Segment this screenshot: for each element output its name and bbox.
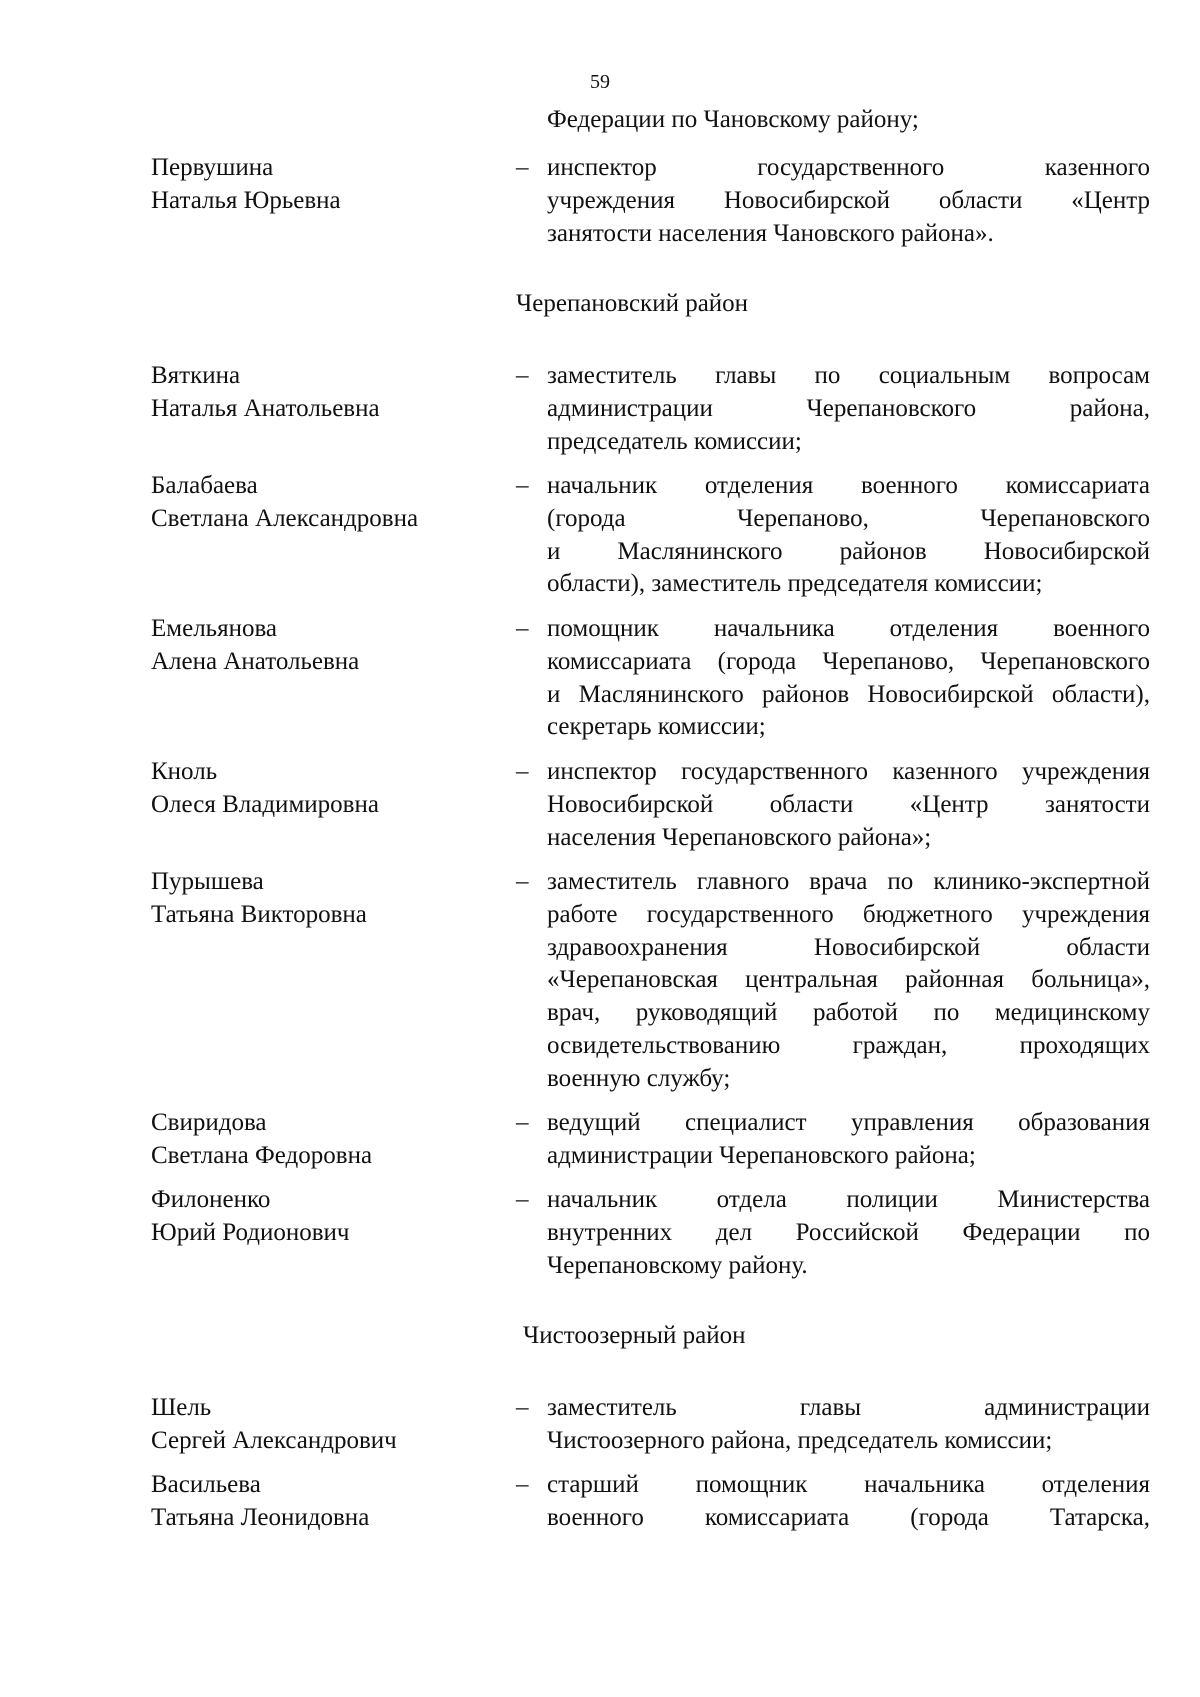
position-line: старший помощник начальника отделения: [547, 1471, 1150, 1498]
position-line: инспектор государственного казенного: [547, 154, 1150, 181]
member-dash: –: [516, 1186, 529, 1213]
member-position: [547, 1107, 1150, 1173]
member-position: [547, 1469, 1150, 1535]
position-line: «Черепановская центральная районная больница»,: [547, 966, 1150, 994]
position-line: военного комиссариата (города Татарска,: [547, 1503, 1150, 1531]
member-given-name: Юрий Родионович: [151, 1219, 350, 1246]
member-given-name: Татьяна Викторовна: [151, 901, 367, 928]
member-position: [547, 613, 1150, 744]
member-surname: Балабаева: [151, 472, 258, 499]
position-line: и Маслянинского районов Новосибирской области),: [547, 680, 1150, 708]
position-line: председатель комиссии;: [547, 427, 802, 455]
member-given-name: Наталья Анатольевна: [151, 395, 380, 422]
position-line: (города Черепаново, Черепановского: [547, 504, 1150, 532]
member-surname: Филоненко: [151, 1186, 271, 1213]
member-surname: Пурышева: [151, 868, 264, 895]
member-given-name: Сергей Александрович: [151, 1427, 397, 1454]
member-surname: Свиридова: [151, 1109, 267, 1136]
position-line: здравоохранения Новосибирской области: [547, 933, 1150, 961]
position-line: администрации Черепановского района;: [547, 1141, 976, 1169]
member-given-name: Светлана Федоровна: [151, 1142, 373, 1169]
member-surname: Шель: [151, 1394, 212, 1421]
position-line: начальник отдела полиции Министерства: [547, 1186, 1150, 1213]
position-line: помощник начальника отделения военного: [547, 615, 1150, 642]
position-line: Новосибирской области «Центр занятости: [547, 790, 1150, 818]
position-line: врач, руководящий работой по медицинскому: [547, 999, 1150, 1027]
position-line: начальник отделения военного комиссариата: [547, 472, 1150, 499]
member-position: [547, 756, 1150, 854]
position-line: комиссариата (города Черепаново, Черепановского: [547, 647, 1150, 675]
position-line: заместитель главы по социальным вопросам: [547, 362, 1150, 389]
continuation-text: Федерации по Чановскому району;: [547, 106, 919, 133]
position-line: освидетельствованию граждан, проходящих: [547, 1031, 1150, 1059]
member-given-name: Алена Анатольевна: [151, 648, 360, 675]
position-line: заместитель главного врача по клинико-экспертной: [547, 868, 1150, 895]
position-line: и Маслянинского районов Новосибирской: [547, 537, 1150, 565]
member-dash: –: [516, 362, 529, 389]
member-dash: –: [516, 758, 529, 785]
position-line: военную службу;: [547, 1064, 731, 1092]
position-line: занятости населения Чановского района».: [547, 219, 994, 247]
member-position: [547, 152, 1150, 250]
section-heading: Черепановский район: [516, 290, 749, 317]
member-given-name: Олеся Владимировна: [151, 791, 379, 818]
member-surname: Кноль: [151, 758, 218, 785]
member-surname: Васильева: [151, 1471, 261, 1498]
member-surname: Емельянова: [151, 615, 278, 642]
member-given-name: Наталья Юрьевна: [151, 187, 341, 214]
member-position: [547, 866, 1150, 1096]
member-given-name: Татьяна Леонидовна: [151, 1504, 370, 1531]
member-position: [547, 1184, 1150, 1282]
position-line: населения Черепановского района»;: [547, 823, 932, 851]
position-line: внутренних дел Российской Федерации по: [547, 1218, 1150, 1246]
member-dash: –: [516, 1109, 529, 1136]
member-dash: –: [516, 1471, 529, 1498]
member-dash: –: [516, 868, 529, 895]
position-line: Чистоозерного района, председатель комиссии;: [547, 1426, 1053, 1454]
position-line: ведущий специалист управления образования: [547, 1109, 1150, 1136]
position-line: инспектор государственного казенного учреждения: [547, 758, 1150, 785]
position-line: заместитель главы администрации: [547, 1394, 1150, 1421]
member-surname: Вяткина: [151, 362, 241, 389]
member-position: [547, 360, 1150, 458]
member-surname: Первушина: [151, 154, 274, 181]
position-line: учреждения Новосибирской области «Центр: [547, 186, 1150, 214]
member-dash: –: [516, 1394, 529, 1421]
member-position: [547, 1392, 1150, 1458]
member-dash: –: [516, 154, 529, 181]
page-number: 59: [590, 71, 610, 93]
member-position: [547, 470, 1150, 601]
member-dash: –: [516, 615, 529, 642]
section-heading: Чистоозерный район: [523, 1322, 746, 1349]
position-line: секретарь комиссии;: [547, 713, 766, 741]
member-dash: –: [516, 472, 529, 499]
position-line: Черепановскому району.: [547, 1251, 808, 1279]
position-line: администрации Черепановского района,: [547, 394, 1150, 422]
position-line: области), заместитель председателя комиссии;: [547, 570, 1043, 598]
member-given-name: Светлана Александровна: [151, 505, 419, 532]
position-line: работе государственного бюджетного учреждения: [547, 900, 1150, 928]
